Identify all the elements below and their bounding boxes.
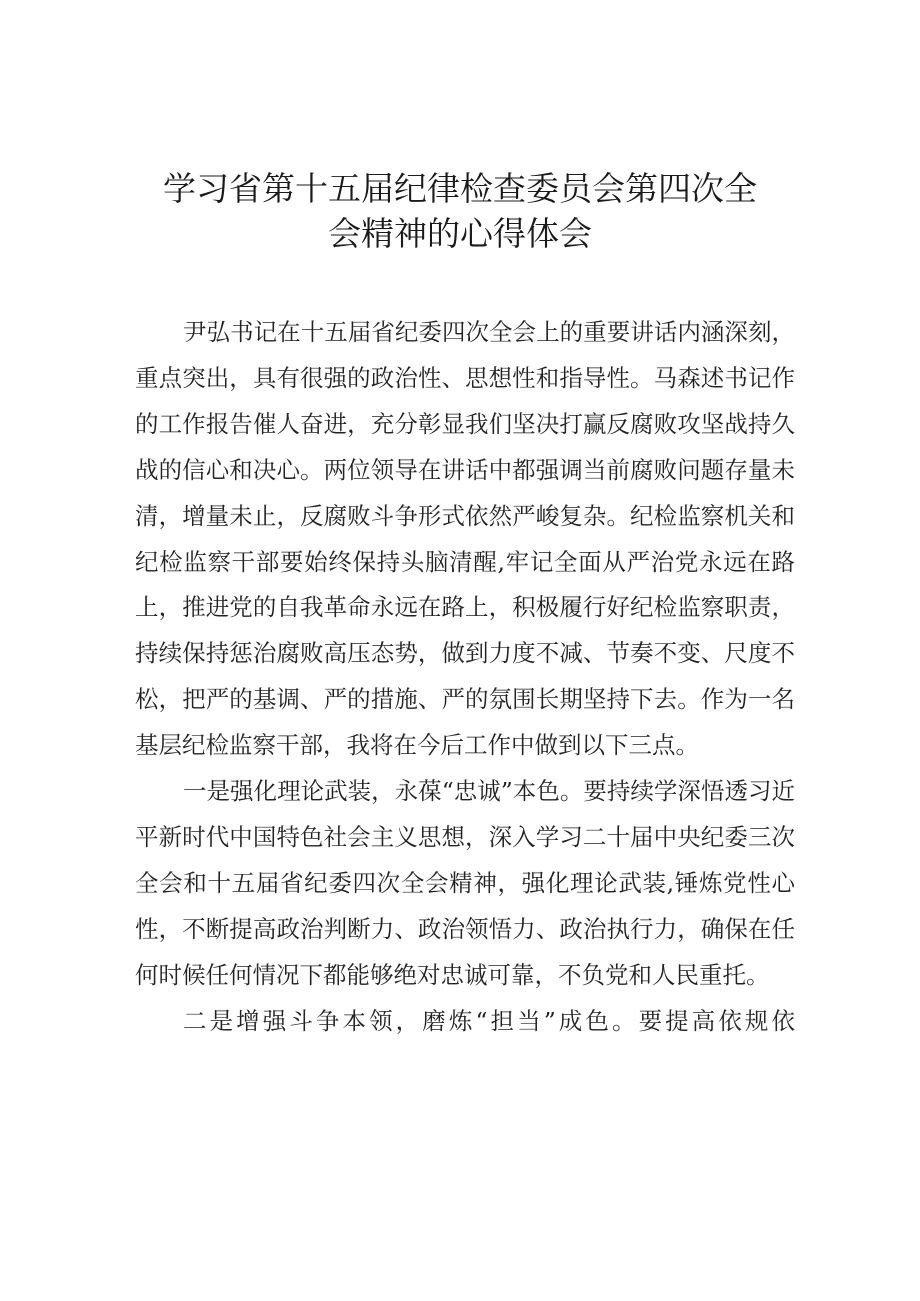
title-line-1: 学习省第十五届纪律检查委员会第四次全	[163, 169, 757, 208]
paragraph-point-one: 一是强化理论武装，永葆“忠诚”本色。要持续学深悟透习近平新时代中国特色社会主义思想，深入学习二十届中央纪委三次全会和十五届省纪委四次全会精神，强化理论武装,锤炼党性心性，不断提高政治判断力、政治领悟力、政治执行力，确保在任何时候任何情况下都能够绝对忠诚可靠，不负党和人民重托。	[135, 777, 795, 989]
paragraph-intro: 尹弘书记在十五届省纪委四次全会上的重要讲话内涵深刻，重点突出，具有很强的政治性、思想性和指导性。马森述书记作的工作报告催人奋进，充分彰显我们坚决打赢反腐败攻坚战持久战的信心和决心。两位领导在讲话中都强调当前腐败问题存量未清，增量未止，反腐败斗争形式依然严峻复杂。纪检监察机关和纪检监察干部要始终保持头脑清醒,牢记全面从严治党永远在路上，推进党的自我革命永远在路上，积极履行好纪检监察职责，持续保持惩治腐败高压态势，做到力度不减、节奏不变、尺度不松，把严的基调、严的措施、严的氛围长期坚持下去。作为一名基层纪检监察干部，我将在今后工作中做到以下三点。	[135, 318, 795, 760]
document-body	[135, 310, 795, 1045]
paragraph-point-two: 二是增强斗争本领，磨炼“担当”成色。要提高依规依	[183, 1006, 795, 1035]
document-title	[120, 166, 800, 256]
title-line-2: 会精神的心得体会	[328, 214, 592, 253]
